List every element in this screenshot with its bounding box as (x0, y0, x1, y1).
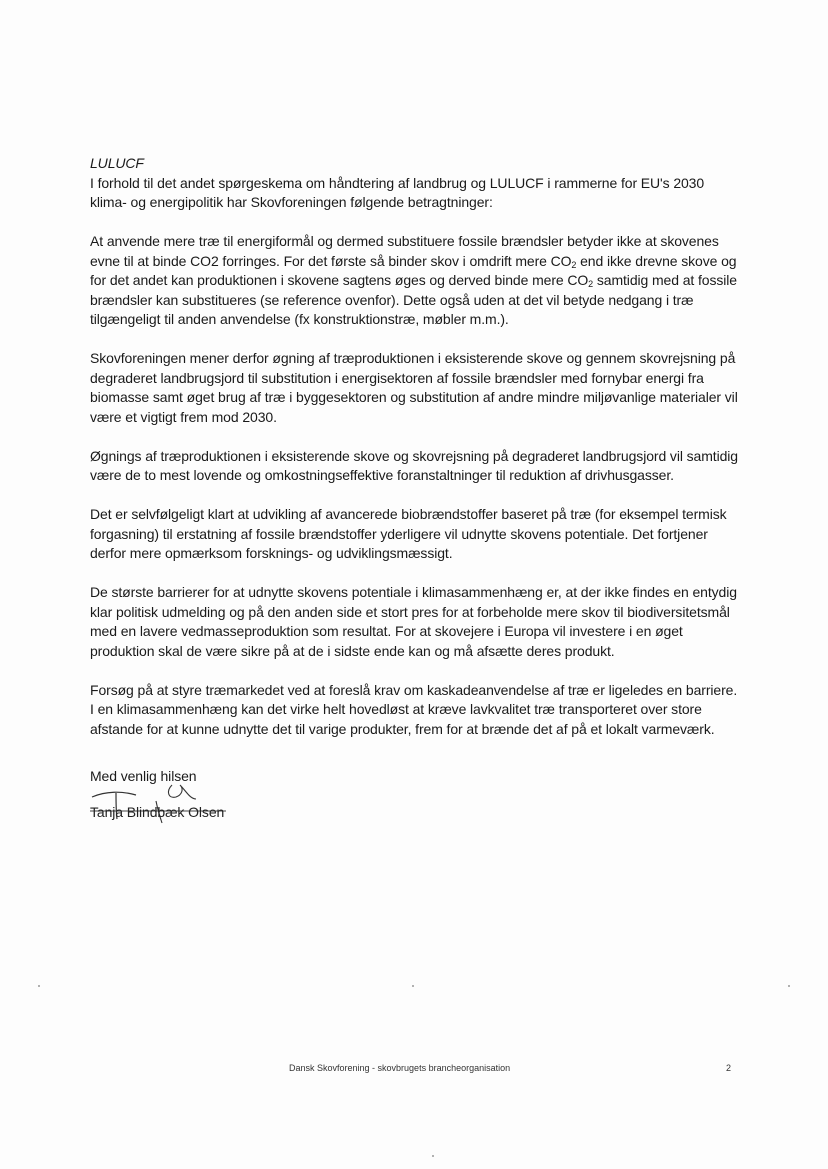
co2-subscript-2: 2 (588, 279, 594, 289)
paragraph-production: Skovforeningen mener derfor øgning af træproduktionen i eksisterende skove og gennem skovrejsning på degraderet landbrugsjord til substitution i energisektoren af fossile brændsler med fornybar energi fra biomasse samt øget brug af træ i byggesektoren og substitution af andre mindre miljøvanlige materialer vil være et vigtigt frem mod 2030. (90, 350, 738, 425)
paragraph-co2-part3: samtidig med at fossile brændsler kan substitueres (se reference ovenfor). Dette også uden at det vil betyde nedgang i træ tilgængeligt til anden anvendelse (fx konstruktionstræ, møbler m.m.). (90, 272, 737, 327)
scan-speck (412, 985, 414, 987)
signature-block (90, 789, 740, 823)
scan-speck (432, 1155, 434, 1157)
paragraph-barriers: De største barrierer for at udnytte skovens potentiale i klimasammenhæng er, at der ikke findes en entydig klar politisk udmelding og på den anden side et stort pres for at forbeholde mere skov til biodiversitetsmål med en lavere vedmasseproduktion som resultat. For at skovejere i Europa vil investere i en øget produktion skal de være sikre på at de i sidste ende kan og må afsætte deres produkt. (90, 584, 737, 659)
co2-subscript-1: 2 (571, 259, 577, 270)
footer-organization: Dansk Skovforening - skovbrugets brancheorganisation (289, 1063, 511, 1073)
scan-speck (788, 985, 790, 987)
paragraph-afforestation: Øgnings af træproduktionen i eksisterende skove og skovrejsning på degraderet landbrugsjord vil samtidig være de to mest lovende og omkostningseffektive foranstaltninger til reduktion af drivhusgasser. (90, 447, 738, 483)
page-number: 2 (726, 1063, 732, 1073)
paragraph-cascade: Forsøg på at styre træmarkedet ved at foreslå krav om kaskadeanvendelse af træ er ligeledes en barriere. I en klimasammenhæng kan det virke helt hovedløst at kræve lavkvalitet træ transporteret over store afstande for at kunne udnytte det til varige produkter, frem for at brænde det af på et lokalt varmeværk. (90, 681, 738, 737)
intro-paragraph: I forhold til det andet spørgeskema om håndtering af landbrug og LULUCF i rammerne for EU's 2030 klima- og energipolitik har Skovforeningen følgende betragtninger: (90, 174, 705, 210)
letter-body (90, 154, 740, 823)
section-heading: LULUCF (90, 155, 144, 171)
paragraph-co2-part2: end ikke drevne skove og for det andet kan produktionen i skovene sagtens øges og derved binde mere CO (90, 252, 737, 288)
closing-salutation: Med venlig hilsen (90, 768, 197, 784)
paragraph-co2-part1: At anvende mere træ til energiformål og dermed substituere fossile brændsler betyder ikke at skovenes evne til at binde CO2 forringes. For det første så binder skov i omdrift mere CO (90, 233, 719, 269)
paragraph-biofuels: Det er selvfølgeligt klart at udvikling af avancerede biobrændstoffer baseret på træ (for eksempel termisk forgasning) til erstatning af fossile brændstoffer yderligere vil udnytte skovens potentiale. Det fortjener derfor mere opmærksom forsknings- og udviklingsmæssigt. (90, 506, 727, 561)
scan-speck (38, 985, 40, 987)
signatory-name: Tanja Blindbæk Olsen (90, 803, 225, 820)
paragraph-co2 (90, 232, 740, 330)
